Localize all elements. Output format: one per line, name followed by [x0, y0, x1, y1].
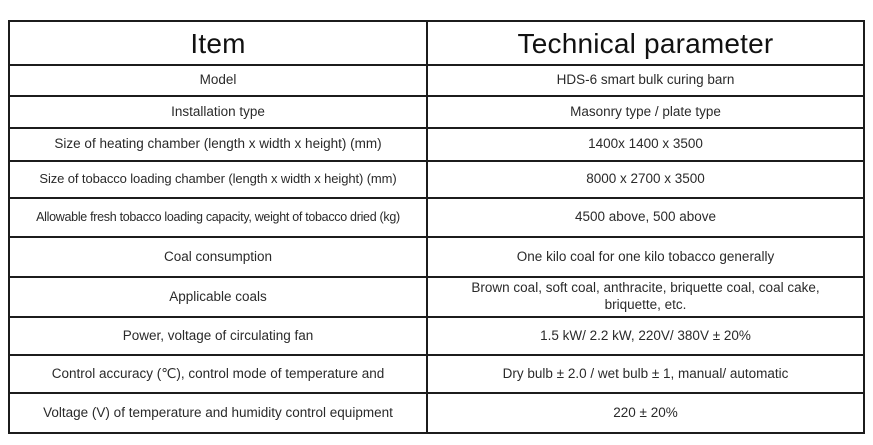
table-row-fan-power-voltage: [9, 317, 864, 355]
column-header-technical-parameter: Technical parameter: [427, 21, 864, 65]
table-row-applicable-coals: [9, 277, 864, 317]
header-row: [9, 21, 864, 65]
item-cell: Voltage (V) of temperature and humidity control equipment: [9, 393, 427, 433]
value-cell: 8000 x 2700 x 3500: [427, 161, 864, 198]
item-cell: Applicable coals: [9, 277, 427, 317]
value-cell: Masonry type / plate type: [427, 96, 864, 128]
table-row-heating-chamber-size: [9, 128, 864, 161]
item-cell: Size of heating chamber (length x width x height) (mm): [9, 128, 427, 161]
item-cell: Allowable fresh tobacco loading capacity, weight of tobacco dried (kg): [9, 198, 427, 237]
column-header-item: Item: [9, 21, 427, 65]
item-cell: Power, voltage of circulating fan: [9, 317, 427, 355]
item-cell: Model: [9, 65, 427, 96]
table-row-model: [9, 65, 864, 96]
value-cell: 1400x 1400 x 3500: [427, 128, 864, 161]
table-row-loading-capacity: [9, 198, 864, 237]
technical-parameter-table: [8, 20, 865, 434]
value-cell: HDS-6 smart bulk curing barn: [427, 65, 864, 96]
value-cell: Dry bulb ± 2.0 / wet bulb ± 1, manual/ automatic: [427, 355, 864, 393]
value-cell: 1.5 kW/ 2.2 kW, 220V/ 380V ± 20%: [427, 317, 864, 355]
item-cell: Coal consumption: [9, 237, 427, 277]
value-cell: One kilo coal for one kilo tobacco generally: [427, 237, 864, 277]
value-cell: Brown coal, soft coal, anthracite, briquette coal, coal cake, briquette, etc.: [427, 277, 864, 317]
table-row-tobacco-chamber-size: [9, 161, 864, 198]
table-row-control-accuracy: [9, 355, 864, 393]
item-cell: Control accuracy (℃), control mode of temperature and: [9, 355, 427, 393]
value-cell: 220 ± 20%: [427, 393, 864, 433]
value-cell: 4500 above, 500 above: [427, 198, 864, 237]
item-cell: Size of tobacco loading chamber (length x width x height) (mm): [9, 161, 427, 198]
table-row-installation-type: [9, 96, 864, 128]
table-row-coal-consumption: [9, 237, 864, 277]
item-cell: Installation type: [9, 96, 427, 128]
table-row-control-equipment-voltage: [9, 393, 864, 433]
